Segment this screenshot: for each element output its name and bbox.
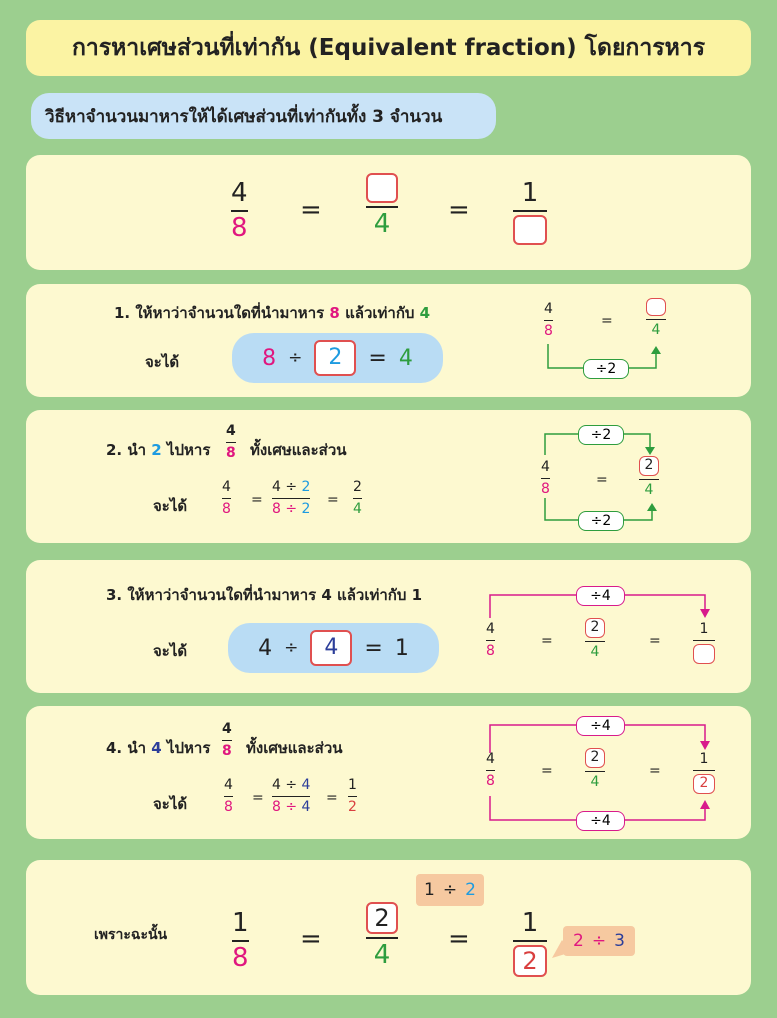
got-label: จะได้ — [145, 353, 180, 371]
fraction-bar — [693, 640, 715, 641]
denominator-expression: 8 ÷ — [272, 798, 298, 815]
divisor: 2 — [301, 500, 311, 517]
numerator: 1 — [699, 751, 709, 767]
step2-text-c: ทั้งเศษและส่วน — [250, 441, 347, 459]
diagram-fraction-1-blank — [693, 622, 715, 664]
fraction-bar — [585, 641, 605, 642]
divide-tag: ÷4 — [576, 586, 625, 606]
fraction-bar — [513, 210, 547, 212]
bubble-number: 1 — [424, 880, 435, 900]
step2-panel — [26, 410, 751, 543]
step1-number-8: 8 — [329, 304, 340, 322]
denominator: 2 — [348, 798, 357, 815]
diagram-fraction-2-4 — [639, 456, 659, 498]
numerator: 4 — [222, 721, 232, 737]
bubble-tails — [26, 860, 751, 995]
denominator: 8 — [544, 322, 553, 339]
fraction-bar — [646, 319, 666, 320]
equals-sign: = — [649, 633, 661, 649]
numerator: 1 — [521, 908, 539, 938]
equals-sign: = — [300, 924, 322, 954]
bubble-number: 2 — [465, 880, 476, 900]
numerator: 4 — [226, 423, 236, 439]
hint-bubble-2-div-3 — [563, 926, 635, 956]
diagram-fraction-2-4 — [585, 748, 605, 790]
divisor: 4 — [301, 798, 311, 815]
step4-diagram-lines — [26, 706, 751, 839]
page-subtitle: วิธีหาจำนวนมาหารให้ได้เศษส่วนที่เท่ากันทั้ง 3 จำนวน — [31, 93, 496, 139]
numerator: 1 — [232, 908, 249, 938]
denominator: 8 — [486, 772, 495, 789]
denominator: 4 — [590, 644, 600, 660]
numerator-expression: 4 ÷ — [272, 777, 298, 793]
divide-tag-top: ÷2 — [578, 425, 624, 445]
fraction-blank-4 — [366, 173, 398, 238]
step2-number-2: 2 — [151, 441, 162, 459]
answer-box[interactable]: 4 — [310, 630, 352, 666]
fraction-1-blank — [513, 180, 547, 245]
divide-sign: ÷ — [284, 638, 299, 658]
numerator: 4 — [231, 178, 248, 208]
answer-box[interactable]: 2 — [585, 748, 605, 768]
problem-panel — [26, 155, 751, 270]
denominator: 4 — [651, 322, 661, 338]
denominator: 8 — [224, 798, 233, 815]
fraction-bar — [585, 771, 605, 772]
diagram-fraction-blank-4 — [646, 298, 666, 338]
numerator-expression: 4 ÷ — [272, 479, 298, 495]
numerator: 4 — [222, 479, 231, 495]
denominator: 8 — [486, 642, 495, 659]
fraction-bar — [231, 210, 248, 212]
fraction-bar — [639, 479, 659, 480]
step4-number-4: 4 — [151, 739, 162, 757]
fraction-bar — [541, 478, 550, 479]
fraction-bar — [486, 770, 495, 771]
answer-box[interactable]: 2 — [585, 618, 605, 638]
result: 1 — [394, 635, 409, 661]
equals-sign: = — [596, 472, 608, 488]
hint-bubble-1-div-2 — [416, 874, 484, 906]
numerator: 4 — [544, 301, 553, 317]
numerator: 1 — [348, 777, 357, 793]
fraction-bar — [693, 770, 715, 771]
answer-box[interactable] — [513, 215, 547, 245]
denominator: 4 — [373, 209, 391, 239]
got-label: จะได้ — [153, 497, 188, 515]
denominator: 8 — [222, 742, 232, 759]
numerator: 4 — [224, 777, 233, 793]
equals-sign: = — [448, 195, 470, 225]
dividend: 8 — [262, 345, 277, 371]
divide-tag-bottom: ÷4 — [576, 811, 625, 831]
divide-sign: ÷ — [591, 931, 607, 951]
diagram-fraction-2-4 — [585, 618, 605, 660]
diagram-fraction-4-8 — [544, 302, 553, 338]
equals-sign: = — [364, 635, 383, 661]
equals-sign: = — [541, 763, 553, 779]
denominator: 4 — [644, 482, 654, 498]
equals-sign: = — [300, 195, 322, 225]
denominator: 4 — [353, 500, 362, 517]
diagram-fraction-4-8 — [486, 622, 495, 658]
step4-panel — [26, 706, 751, 839]
denominator: 8 — [226, 444, 236, 461]
answer-box[interactable]: 2 — [366, 902, 398, 934]
diagram-fraction-1-2 — [693, 752, 715, 794]
answer-box[interactable] — [646, 298, 666, 316]
step4-text-a: 4. นำ — [106, 739, 147, 757]
numerator: 4 — [486, 621, 495, 637]
step3-diagram-lines — [26, 560, 751, 693]
denominator-expression: 8 ÷ — [272, 500, 298, 517]
equals-sign: = — [326, 790, 338, 806]
step4-text-b: ไปหาร — [166, 739, 211, 757]
numerator: 4 — [541, 459, 550, 475]
denominator: 4 — [590, 774, 600, 790]
denominator: 8 — [231, 213, 248, 244]
divide-tag-top: ÷4 — [576, 716, 625, 736]
equals-sign: = — [448, 924, 470, 954]
diagram-fraction-4-8 — [541, 460, 550, 496]
divide-tag-bottom: ÷2 — [578, 511, 624, 531]
answer-box[interactable]: 2 — [693, 774, 715, 794]
divide-sign: ÷ — [442, 880, 458, 900]
divisor: 2 — [301, 479, 311, 495]
fraction-bar — [366, 206, 398, 208]
got-label: จะได้ — [153, 642, 188, 660]
denominator: 8 — [541, 480, 550, 497]
step4-text-c: ทั้งเศษและส่วน — [246, 739, 343, 757]
equals-sign: = — [368, 345, 387, 371]
divide-tag: ÷2 — [583, 359, 629, 379]
got-label: จะได้ — [153, 795, 188, 813]
numerator: 2 — [353, 479, 362, 495]
equals-sign: = — [251, 492, 263, 508]
fraction-bar — [486, 640, 495, 641]
bubble-number: 2 — [573, 931, 584, 951]
answer-box[interactable] — [366, 173, 398, 203]
step1-panel — [26, 284, 751, 397]
answer-box[interactable] — [693, 644, 715, 664]
conclusion-panel — [26, 860, 751, 995]
bubble-number: 3 — [614, 931, 625, 951]
equals-sign: = — [252, 790, 264, 806]
numerator: 1 — [521, 178, 539, 208]
fraction-bar — [544, 320, 553, 321]
step3-instruction: 3. ให้หาว่าจำนวนใดที่นำมาหาร 4 แล้วเท่ากับ 1 — [106, 586, 423, 604]
step2-text-b: ไปหาร — [166, 441, 211, 459]
step3-panel — [26, 560, 751, 693]
denominator: 8 — [232, 943, 249, 974]
divide-sign: ÷ — [288, 348, 303, 368]
step1-text-mid: แล้วเท่ากับ — [345, 304, 415, 322]
dividend: 4 — [258, 635, 273, 661]
divisor: 4 — [301, 777, 311, 793]
result: 4 — [398, 345, 413, 371]
answer-box[interactable]: 2 — [639, 456, 659, 476]
equals-sign: = — [649, 763, 661, 779]
answer-box[interactable]: 2 — [513, 945, 547, 977]
page-title: การหาเศษส่วนที่เท่ากัน (Equivalent fraction) โดยการหาร — [26, 20, 751, 76]
step1-diagram-lines — [26, 284, 751, 397]
equals-sign: = — [601, 313, 613, 329]
fraction-4-8 — [231, 180, 248, 243]
answer-box[interactable]: 2 — [314, 340, 356, 376]
diagram-fraction-4-8 — [486, 752, 495, 788]
numerator: 4 — [486, 751, 495, 767]
denominator: 4 — [373, 940, 391, 970]
equals-sign: = — [327, 492, 339, 508]
denominator: 8 — [222, 500, 231, 517]
step1-text: 1. ให้หาว่าจำนวนใดที่นำมาหาร — [114, 304, 325, 322]
step2-text-a: 2. นำ — [106, 441, 147, 459]
conclusion-label: เพราะฉะนั้น — [94, 927, 168, 943]
equals-sign: = — [541, 633, 553, 649]
step1-number-4: 4 — [419, 304, 431, 322]
numerator: 1 — [699, 621, 709, 637]
